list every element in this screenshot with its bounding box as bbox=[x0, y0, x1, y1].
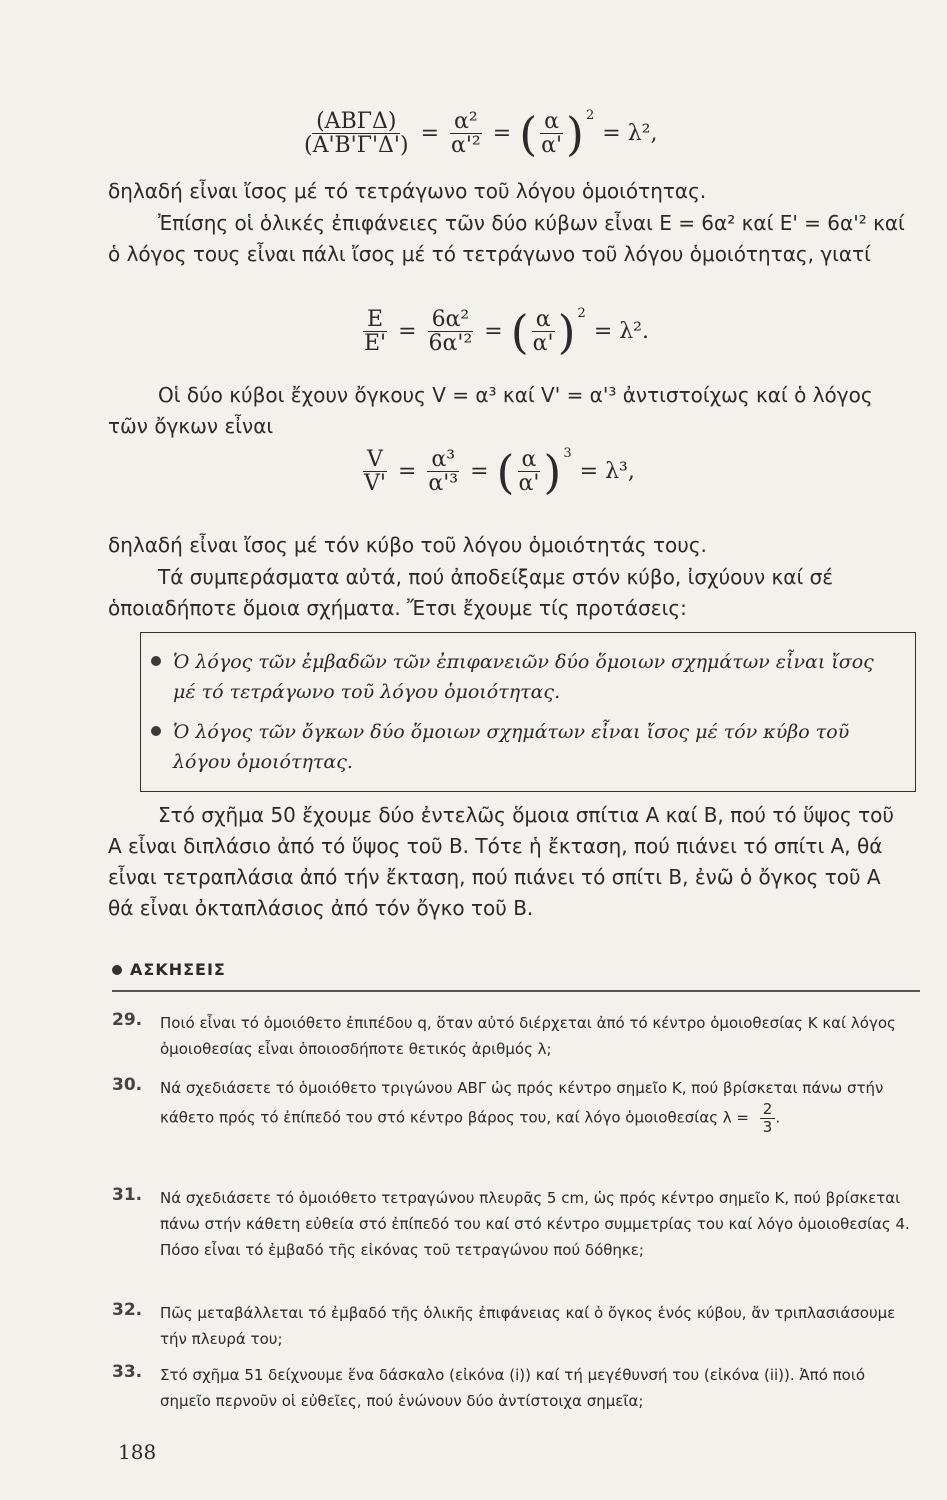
fraction: $\frac{\alpha}{\alpha'}$ bbox=[518, 447, 540, 497]
fraction: $\frac{\alpha}{\alpha'}$ bbox=[532, 307, 554, 357]
fraction: $\frac{\alpha}{\alpha'}$ bbox=[541, 109, 563, 159]
exercise-item: 33. Στό σχῆμα 51 δείχνουμε ἕνα δάσκαλο (εἰκόνα (i)) καί τή μεγέθυνσή του (εἰκόνα (ii)). Ἀπό ποιό σημεῖο περνοῦν οἱ εὐθεῖες, πού ἑνώνουν δύο ἀντίστοιχα σημεῖα; bbox=[112, 1362, 866, 1410]
equation-area-ratio: $\frac{\text{(ΑΒΓΔ)}}{(A'B'\Gamma'\Delta')}$ = $\frac{\text{α²}}{\text{α'²}}$ = ( $\frac{\alpha}{\alpha'}$ ) 2 = λ², bbox=[300, 110, 657, 157]
exercise-item: 30. Νά σχεδιάσετε τό ὁμοιόθετο τριγώνου ΑΒΓ ὡς πρός κέντρο σημεῖο Κ, πού βρίσκεται πάνω στήν κάθετο πρός τό ἐπίπεδό του στό κέντρο βάρος του, καί λόγο ὁμοιοθεσίας λ = $\frac{2}{3}$ . bbox=[112, 1075, 884, 1136]
fraction: $\frac{\text{α²}}{\text{α'²}}$ bbox=[451, 109, 481, 159]
bullet-icon bbox=[112, 965, 122, 975]
exercise-item: 31. Νά σχεδιάσετε τό ὁμοιόθετο τετραγώνου πλευρᾶς 5 cm, ὡς πρός κέντρο σημεῖο Κ, πού βρίσκεται πάνω στήν κάθετη εὐθεία στό ἐπίπεδό του καί στό κέντρο συμμετρίας του καί λόγο ὁμοιοθεσίας 4. Πόσο εἶναι τό ἐμβαδό τῆς εἰκόνας τοῦ τετραγώνου πού δόθηκε; bbox=[112, 1185, 910, 1259]
paragraph: δηλαδή εἶναι ἴσος μέ τό τετράγωνο τοῦ λόγου ὁμοιότητας. bbox=[108, 179, 707, 203]
bullet-icon bbox=[151, 726, 161, 736]
divider bbox=[112, 990, 920, 992]
exercise-item: 29. Ποιό εἶναι τό ὁμοιόθετο ἐπιπέδου q, ὅταν αὐτό διέρχεται ἀπό τό κέντρο ὁμοιοθεσίας Κ καί λόγος ὁμοιοθεσίας εἶναι ὁποιοσδήποτε θετικός ἀριθμός λ; bbox=[112, 1010, 896, 1058]
bullet-icon bbox=[151, 656, 161, 666]
exercise-item: 32. Πῶς μεταβάλλεται τό ἐμβαδό τῆς ὁλικῆς ἐπιφάνειας καί ὁ ὄγκος ἑνός κύβου, ἄν τριπλασιάσουμε τήν πλευρά του; bbox=[112, 1300, 896, 1348]
paragraph: Ἐπίσης οἱ ὁλικές ἐπιφάνειες τῶν δύο κύβων εἶναι Ε = 6α² καί Ε' = 6α'² καί ὁ λόγος τους εἶναι πάλι ἴσος μέ τό τετράγωνο τοῦ λόγου ὁμοιότητας, γιατί bbox=[108, 211, 905, 266]
fraction: $\frac{\text{6α²}}{\text{6α'²}}$ bbox=[428, 307, 473, 357]
paragraph: Στό σχῆμα 50 ἔχουμε δύο ἐντελῶς ὅμοια σπίτια Α καί Β, πού τό ὕψος τοῦ Α εἶναι διπλάσιο ἀπό τό ὕψος τοῦ Β. Τότε ἡ ἔκταση, πού πιάνει τό σπίτι Α, θά εἶναι τετραπλάσια ἀπό τήν ἔκταση, πού πιάνει τό σπίτι Β, ἐνῶ ὁ ὄγκος τοῦ Α θά εἶναι ὀκταπλάσιος ἀπό τόν ὄγκο τοῦ Β. bbox=[108, 803, 894, 920]
fraction: $\frac{2}{3}$ bbox=[760, 1101, 776, 1135]
fraction: $\frac{V}{V'}$ bbox=[364, 447, 386, 497]
page-number: 188 bbox=[118, 1440, 157, 1464]
paragraph: Οἱ δύο κύβοι ἔχουν ὄγκους V = α³ καί V' = α'³ ἀντιστοίχως καί ὁ λόγος τῶν ὄγκων εἶναι bbox=[108, 383, 873, 438]
propositions-box bbox=[140, 632, 916, 792]
proposition: Ὁ λόγος τῶν ὄγκων δύο ὅμοιων σχημάτων εἶναι ἴσος μέ τόν κύβο τοῦ λόγου ὁμοιότητας. bbox=[173, 717, 893, 777]
equation-surface-ratio: $\frac{E}{E'}$ = $\frac{\text{6α²}}{\text{6α'²}}$ = ( $\frac{\alpha}{\alpha'}$ ) 2 = λ². bbox=[360, 308, 649, 355]
paragraph: δηλαδή εἶναι ἴσος μέ τόν κύβο τοῦ λόγου ὁμοιότητάς τους. bbox=[108, 533, 707, 557]
paragraph: Τά συμπεράσματα αὐτά, πού ἀποδείξαμε στόν κύβο, ἰσχύουν καί σέ ὁποιαδήποτε ὅμοια σχήματα. Ἔτσι ἔχουμε τίς προτάσεις: bbox=[108, 565, 834, 620]
fraction: $\frac{E}{E'}$ bbox=[364, 307, 387, 357]
fraction: $\frac{\text{(ΑΒΓΔ)}}{(A'B'\Gamma'\Delta')}$ bbox=[304, 109, 409, 159]
equation-volume-ratio: $\frac{V}{V'}$ = $\frac{\text{α³}}{\text{α'³}}$ = ( $\frac{\alpha}{\alpha'}$ ) 3 = λ³, bbox=[360, 448, 635, 495]
proposition: Ὁ λόγος τῶν ἐμβαδῶν τῶν ἐπιφανειῶν δύο ὅμοιων σχημάτων εἶναι ἴσος μέ τό τετράγωνο τοῦ λόγου ὁμοιότητας. bbox=[173, 647, 893, 707]
fraction: $\frac{\text{α³}}{\text{α'³}}$ bbox=[428, 447, 459, 497]
exercises-heading: ΑΣΚΗΣΕΙΣ bbox=[112, 960, 226, 979]
